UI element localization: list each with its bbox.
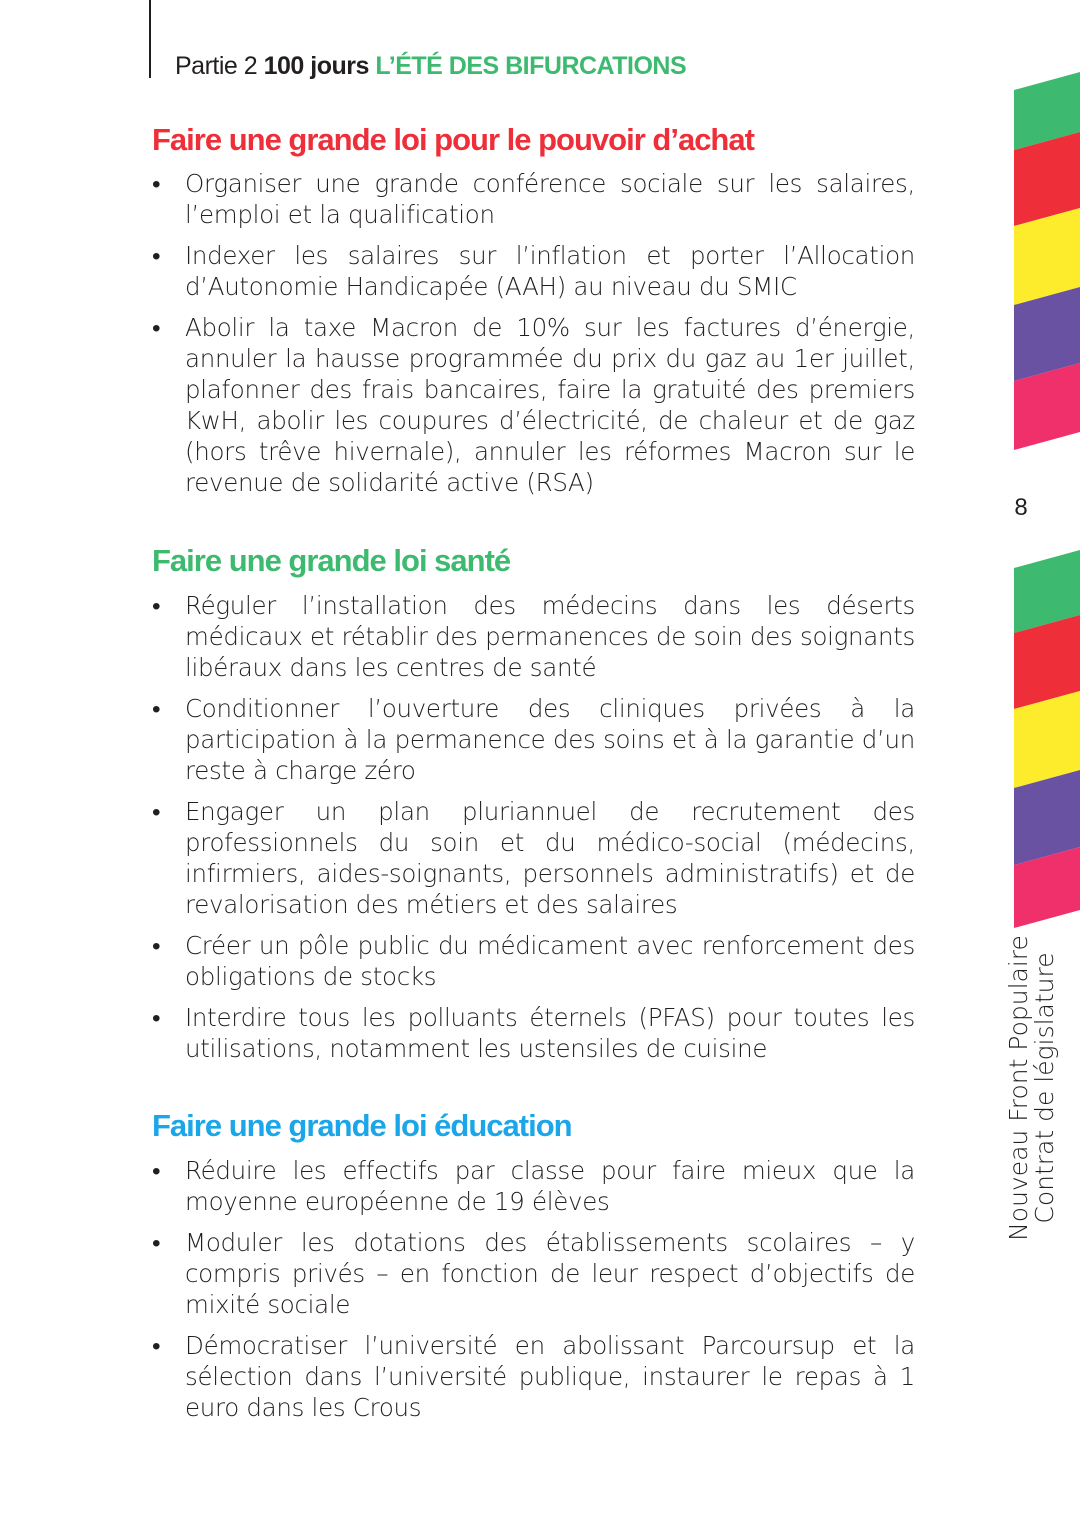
header-rule <box>149 0 151 78</box>
list-sante <box>152 590 915 1074</box>
list-item-text: Réguler l’installation des médecins dans les déserts médicaux et rétablir des permanences de soin des soignants libéraux dans les centres de santé <box>185 591 915 682</box>
side-caption-line2: Contrat de législature <box>1030 952 1059 1224</box>
stripes-graphic-bottom <box>1014 550 1080 930</box>
bullet: • <box>152 241 161 270</box>
list-item <box>152 1155 915 1217</box>
list-item-text: Engager un plan pluriannuel de recrutement des professionnels du soin et du médico-social (médecins, infirmiers, aides-soignants, personnels administratifs) et de revalorisation des métiers et des salaires <box>185 797 915 919</box>
running-header <box>175 52 686 81</box>
bullet: • <box>152 1228 161 1257</box>
list-item <box>152 312 915 498</box>
list-item <box>152 1330 915 1423</box>
side-caption-rotated <box>1006 935 1058 1241</box>
color-stripes-bottom <box>1014 550 1080 930</box>
list-item-text: Créer un pôle public du médicament avec renforcement des obligations de stocks <box>185 931 915 991</box>
list-item-text: Interdire tous les polluants éternels (PFAS) pour toutes les utilisations, notamment les ustensiles de cuisine <box>185 1003 915 1063</box>
list-item <box>152 1002 915 1064</box>
stripes-graphic-top <box>1014 72 1080 452</box>
page-number: 8 <box>1014 494 1028 521</box>
list-item <box>152 590 915 683</box>
side-caption-line1: Nouveau Front Populaire <box>1004 935 1033 1241</box>
list-item-text: Indexer les salaires sur l’inflation et porter l’Allocation d’Autonomie Handicapée (AAH) au niveau du SMIC <box>185 241 915 301</box>
section-title-sante: Faire une grande loi santé <box>152 543 511 578</box>
list-item-text: Conditionner l’ouverture des cliniques privées à la participation à la permanence des soins et à la garantie d’un reste à charge zéro <box>185 694 915 785</box>
list-item <box>152 693 915 786</box>
list-pouvoir-achat <box>152 168 915 508</box>
list-item <box>152 796 915 920</box>
bullet: • <box>152 1331 161 1360</box>
list-item <box>152 240 915 302</box>
color-stripes-top <box>1014 72 1080 452</box>
list-education <box>152 1155 915 1433</box>
section-title-pouvoir-achat: Faire une grande loi pour le pouvoir d’achat <box>152 122 754 157</box>
section-title-education: Faire une grande loi éducation <box>152 1108 572 1143</box>
bullet: • <box>152 1156 161 1185</box>
list-item-text: Réduire les effectifs par classe pour faire mieux que la moyenne européenne de 19 élèves <box>185 1156 915 1216</box>
bullet: • <box>152 313 161 342</box>
list-item <box>152 168 915 230</box>
bullet: • <box>152 591 161 620</box>
list-item <box>152 1227 915 1320</box>
list-item-text: Moduler les dotations des établissements scolaires – y compris privés – en fonction de leur respect d’objectifs de mixité sociale <box>185 1228 915 1319</box>
list-item-text: Organiser une grande conférence sociale sur les salaires, l’emploi et la qualification <box>185 169 915 229</box>
bullet: • <box>152 931 161 960</box>
bullet: • <box>152 694 161 723</box>
header-part: Partie 2 <box>175 52 258 80</box>
list-item <box>152 930 915 992</box>
header-theme: L’ÉTÉ DES BIFURCATIONS <box>375 52 687 80</box>
list-item-text: Abolir la taxe Macron de 10% sur les factures d’énergie, annuler la hausse programmée du prix du gaz au 1er juillet, plafonner des frais bancaires, faire la gratuité des premiers KwH, abolir les coupures d’électricité, de chaleur et de gaz (hors trêve hivernale), annuler les réformes Macron sur le revenue de solidarité active (RSA) <box>185 313 915 497</box>
bullet: • <box>152 169 161 198</box>
bullet: • <box>152 797 161 826</box>
bullet: • <box>152 1003 161 1032</box>
header-days: 100 jours <box>263 52 369 80</box>
list-item-text: Démocratiser l’université en abolissant Parcoursup et la sélection dans l’université publique, instaurer le repas à 1 euro dans les Crous <box>185 1331 915 1422</box>
